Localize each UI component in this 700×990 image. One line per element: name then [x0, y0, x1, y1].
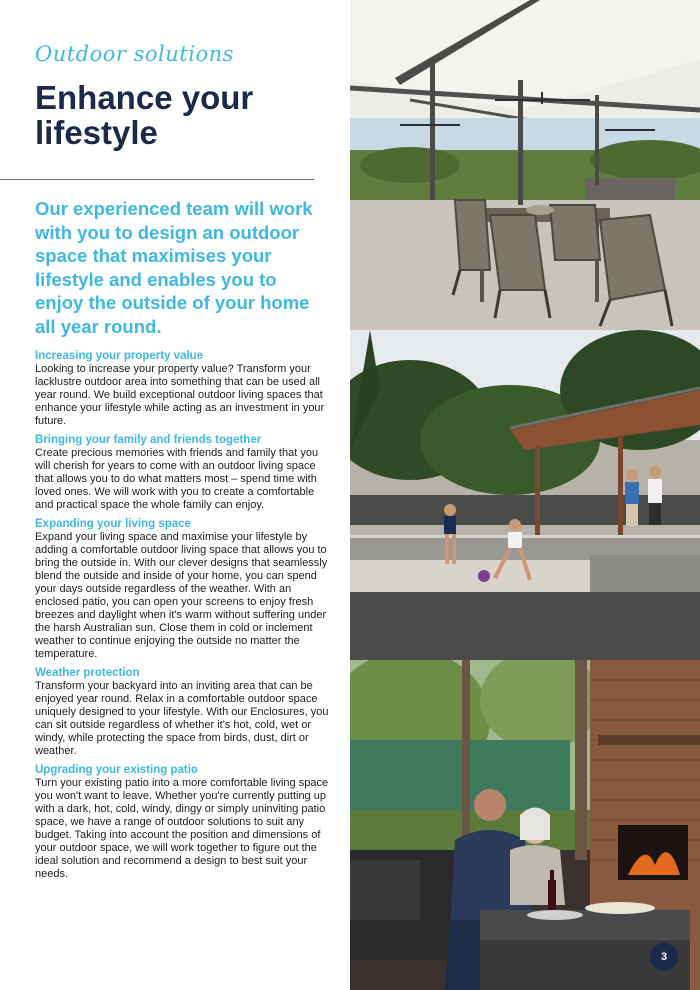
page-title: Enhance your lifestyle — [35, 79, 254, 151]
section-heading: Bringing your family and friends together — [35, 434, 262, 446]
photo-column — [350, 0, 700, 990]
sections-list — [35, 350, 331, 887]
section-kicker: Outdoor solutions — [35, 42, 234, 66]
section-heading: Weather protection — [35, 667, 140, 679]
section-living-space — [35, 518, 331, 661]
section-body: Create precious memories with friends and family that you will cherish for years to come with an outdoor living space that allows you to do what matters most – spend time with loved ones. We will work with you to create a comfortable and practical space the whole family can enjoy. — [35, 447, 319, 511]
page-number-badge: 3 — [650, 943, 678, 971]
patio-dining-photo — [350, 0, 700, 330]
section-property-value — [35, 350, 331, 428]
backyard-pergola-illustration — [350, 330, 700, 660]
enclosure-couple-photo — [350, 660, 700, 990]
section-heading: Upgrading your existing patio — [35, 764, 198, 776]
section-heading: Increasing your property value — [35, 350, 204, 362]
enclosure-couple-illustration — [350, 660, 700, 990]
section-body: Looking to increase your property value? Transform your lacklustre outdoor area into something that can be used all year round. We build exceptional outdoor living spaces that enhance your lifestyle while acting as an investment in your future. — [35, 363, 325, 427]
section-body: Turn your existing patio into a more comfortable living space you won't want to leave. Whether you're currently putting up with a dark, hot, cold, windy, dingy or simply uninviting patio space, we have a range of outdoor solutions to suit any budget. Taking into account the position and dimensions of your outdoor space, we will work together to figure out the ideal solution and recommend a design to best suit your needs. — [35, 777, 329, 880]
patio-dining-illustration — [350, 0, 700, 330]
section-heading: Expanding your living space — [35, 518, 191, 530]
section-body: Expand your living space and maximise your lifestyle by adding a comfortable outdoor living space that allows you to bring the outside in. With our clever designs that seamlessly blend the outside and inside of your home, you can spend your days outside regardless of the weather. With an enclosed patio, you can open your screens to enjoy fresh breezes and daylight when it's warm without suffering under the harsh Australian sun. Close them in cold or inclement weather to continue enjoying the outside no matter the temperature. — [35, 531, 328, 660]
section-upgrade-patio — [35, 764, 331, 881]
backyard-pergola-photo — [350, 330, 700, 660]
section-body: Transform your backyard into an inviting area that can be enjoyed year round. Relax in a comfortable outdoor space uniquely designed to your lifestyle. With our Enclosures, you can sit outside regardless of whether it's hot, cold, wet or windy, while protecting the space from birds, dust, dirt or weather. — [35, 680, 329, 757]
title-divider — [0, 179, 314, 180]
section-family-friends — [35, 434, 331, 512]
section-weather-protection — [35, 667, 331, 758]
intro-paragraph: Our experienced team will work with you to design an outdoor space that maximises your lifestyle and enables you to enjoy the outside of your home all year round. — [35, 198, 313, 337]
